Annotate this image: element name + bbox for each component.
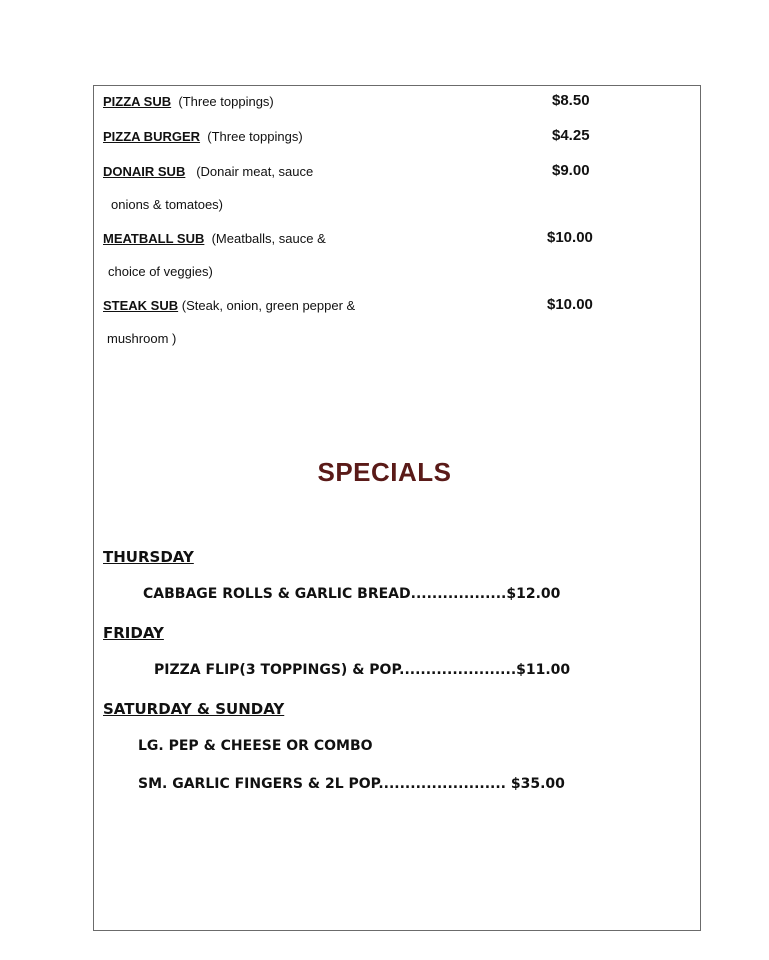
item-description: (Three toppings) <box>207 129 303 144</box>
day-heading-thursday: THURSDAY <box>103 548 194 566</box>
item-description: (Donair meat, sauce <box>196 164 314 179</box>
menu-item-meatball-sub <box>103 231 326 246</box>
day-heading-friday: FRIDAY <box>103 624 164 642</box>
item-description: (Meatballs, sauce & <box>211 231 326 246</box>
item-price: $10.00 <box>547 229 593 246</box>
item-description-continued: choice of veggies) <box>108 264 213 279</box>
item-name: DONAIR SUB <box>103 164 186 179</box>
item-price: $8.50 <box>552 92 590 109</box>
menu-item-steak-sub <box>103 298 355 313</box>
special-line-weekend-1: LG. PEP & CHEESE OR COMBO <box>138 738 373 754</box>
item-name: MEATBALL SUB <box>103 231 205 246</box>
item-description-continued: mushroom ) <box>107 331 177 346</box>
special-line-thursday: CABBAGE ROLLS & GARLIC BREAD..................$12.00 <box>143 586 561 602</box>
item-price: $9.00 <box>552 162 590 179</box>
item-name: PIZZA BURGER <box>103 129 201 144</box>
special-line-weekend-2: SM. GARLIC FINGERS & 2L POP........................ $35.00 <box>138 776 565 792</box>
item-price: $10.00 <box>547 296 593 313</box>
day-heading-weekend: SATURDAY & SUNDAY <box>103 700 285 718</box>
item-description-continued: onions & tomatoes) <box>111 197 224 212</box>
special-line-friday: PIZZA FLIP(3 TOPPINGS) & POP......................$11.00 <box>154 662 571 678</box>
item-price: $4.25 <box>552 127 590 144</box>
item-name: STEAK SUB <box>103 298 179 313</box>
item-description: (Three toppings) <box>178 94 274 109</box>
item-description: (Steak, onion, green pepper & <box>181 298 356 313</box>
menu-item-pizza-burger <box>103 129 303 144</box>
item-name: PIZZA SUB <box>103 94 172 109</box>
menu-item-pizza-sub <box>103 94 274 109</box>
menu-item-donair-sub <box>103 164 313 179</box>
specials-title: SPECIALS <box>317 457 452 487</box>
